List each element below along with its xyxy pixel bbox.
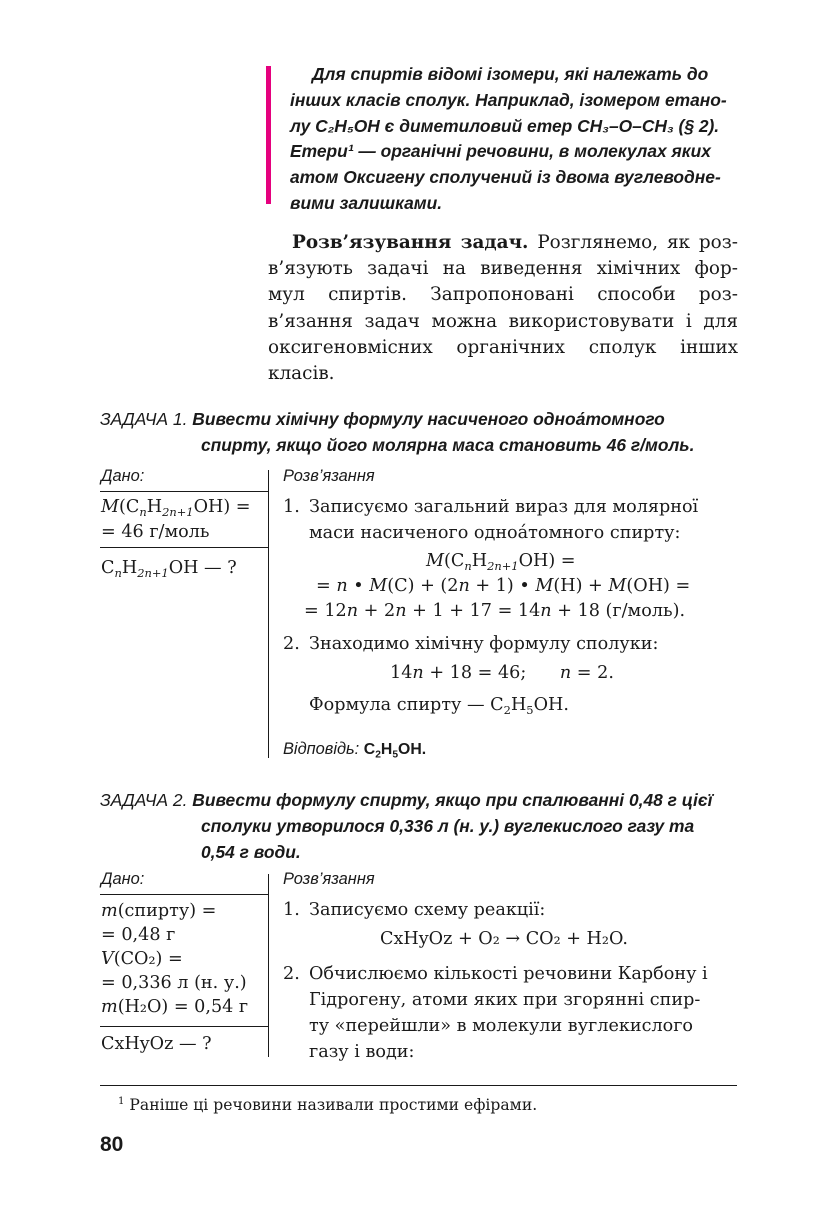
given-part: (CO₂) = — [113, 949, 183, 969]
given-top-rule — [100, 491, 268, 492]
step-text: Записуємо схему реакції: — [309, 900, 546, 920]
given-label: Дано: — [101, 467, 145, 485]
task-2-line: сполуки утворилося 0,336 л (н. у.) вуглекислого газу та — [201, 816, 695, 836]
given-part: 2n+1 — [137, 566, 169, 580]
answer-part: OH. — [398, 741, 427, 758]
given-part: H — [121, 558, 138, 578]
step-number: 1. — [283, 497, 300, 517]
task-1-line: Вивести хімічну формулу насиченого одноа́томного — [192, 409, 665, 429]
task-1-divider — [268, 470, 269, 758]
equation-line: 14n + 18 = 46; n = 2. — [390, 663, 614, 683]
note-accent-bar — [266, 66, 271, 204]
footnote-rule — [100, 1085, 737, 1086]
page-number: 80 — [100, 1133, 124, 1156]
answer-part: H — [380, 741, 393, 758]
given-alcohol-mass: m(спирту) = — [101, 901, 217, 921]
task-1-label: ЗАДАЧА 1. — [100, 409, 188, 429]
given-part: H — [146, 497, 163, 517]
task-2-divider — [268, 874, 269, 1057]
formula-part: OH. — [533, 695, 569, 715]
step-text: Гідрогену, атоми яких при згорянні спир- — [309, 990, 701, 1010]
answer-part: 5 — [392, 749, 399, 761]
note-line: Етери¹ — органічні речовини, в молекулах яких — [290, 141, 711, 162]
note-line: Для спиртів відомі ізомери, які належать до — [312, 64, 709, 84]
intro-line: в’язують задачі на виведення хімічних фор- — [268, 258, 738, 280]
answer-label: Відповідь: — [283, 740, 360, 758]
given-find — [101, 556, 237, 581]
note-block — [290, 62, 740, 217]
given-alcohol-mass-value: = 0,48 г — [101, 925, 176, 945]
step-text: маси насиченого одноа́томного спирту: — [309, 523, 681, 543]
given-label: Дано: — [101, 870, 145, 888]
given-find-rule — [100, 547, 268, 548]
intro-line: оксигеновмісних органічних сполук інших — [268, 336, 738, 358]
footnote-text: Раніше ці речовини називали простими ефірами. — [129, 1096, 538, 1115]
given-symbol: M — [101, 497, 120, 517]
given-part: OH) = — [193, 497, 251, 517]
formula-part: 5 — [526, 703, 534, 717]
given-molar-mass — [101, 495, 251, 520]
given-value: = 46 г/моль — [101, 522, 210, 542]
given-part: OH — ? — [168, 558, 237, 578]
step-text: Обчислюємо кількості речовини Карбону і — [309, 964, 708, 984]
intro-text: Розглянемо, як роз- — [537, 232, 738, 253]
formula-part: H — [510, 695, 527, 715]
given-part: C — [101, 558, 115, 578]
footnote-mark: 1 — [118, 1096, 125, 1107]
note-line: вими залишками. — [290, 192, 443, 213]
solution-label: Розв’язання — [283, 870, 375, 888]
task-2-label: ЗАДАЧА 2. — [100, 790, 188, 810]
given-part: (спирту) = — [117, 901, 217, 921]
intro-line: в’язання задач можна використовувати і для — [268, 310, 738, 332]
formula-part: 2 — [503, 703, 511, 717]
given-part: (C — [119, 497, 140, 517]
task-1-line: спирту, якщо його молярна маса становить 46 г/моль. — [201, 435, 695, 455]
given-co2-volume: V(CO₂) = — [101, 949, 183, 969]
equation-line: CxHyOz + O₂ → CO₂ + H₂O. — [380, 929, 628, 949]
given-find: CxHyOz — ? — [101, 1034, 212, 1054]
step-text: Знаходимо хімічну формулу сполуки: — [309, 634, 659, 654]
intro-line: мул спиртів. Запропоновані способи роз- — [268, 284, 738, 306]
equation-line: = 12n + 2n + 1 + 17 = 14n + 18 (г/моль). — [304, 601, 686, 621]
task-2-statement — [100, 787, 750, 865]
given-find-rule — [100, 1026, 268, 1027]
note-line: лу C₂H₅OH є диметиловий етер CH₃–O–CH₃ (§ 2). — [290, 115, 720, 136]
task-1-statement — [100, 406, 750, 458]
given-part: (H₂O) = 0,54 г — [117, 997, 249, 1017]
intro-paragraph — [268, 230, 738, 387]
given-part: n — [139, 505, 147, 519]
formula-part: Формула спирту — C — [309, 695, 504, 715]
formula-line — [309, 692, 569, 718]
note-line: інших класів сполук. Наприклад, ізомером етано- — [290, 89, 727, 110]
task-2-line: Вивести формулу спирту, якщо при спалюванні 0,48 г цієї — [192, 790, 713, 810]
given-top-rule — [100, 894, 268, 895]
footnote — [118, 1096, 537, 1114]
step-text: Записуємо загальний вираз для молярної — [309, 497, 699, 517]
intro-heading: Розв’язування задач. — [292, 232, 529, 253]
equation-line: $M(C_nH_{2n+1}OH)$ = — [426, 551, 576, 573]
given-water-mass: m(H₂O) = 0,54 г — [101, 997, 249, 1017]
step-number: 2. — [283, 964, 300, 984]
equation-line: = n • M(C) + (2n + 1) • M(H) + M(OH) = — [316, 576, 691, 596]
given-part: 2n+1 — [162, 505, 194, 519]
step-text: газу і води: — [309, 1042, 415, 1062]
given-part: n — [114, 566, 122, 580]
step-text: ту «перейшли» в молекули вуглекислого — [309, 1016, 694, 1036]
task-2-line: 0,54 г води. — [201, 842, 301, 862]
intro-line — [268, 230, 738, 256]
solution-label: Розв’язання — [283, 467, 375, 485]
step-number: 1. — [283, 900, 300, 920]
answer-line — [283, 740, 426, 759]
given-co2-volume-value: = 0,336 л (н. у.) — [101, 973, 247, 993]
note-line: атом Оксигену сполучений із двома вуглеводне- — [290, 167, 721, 188]
intro-line: класів. — [268, 363, 335, 385]
step-number: 2. — [283, 634, 300, 654]
answer-part: 2 — [375, 749, 381, 761]
answer-part: C — [363, 741, 376, 758]
